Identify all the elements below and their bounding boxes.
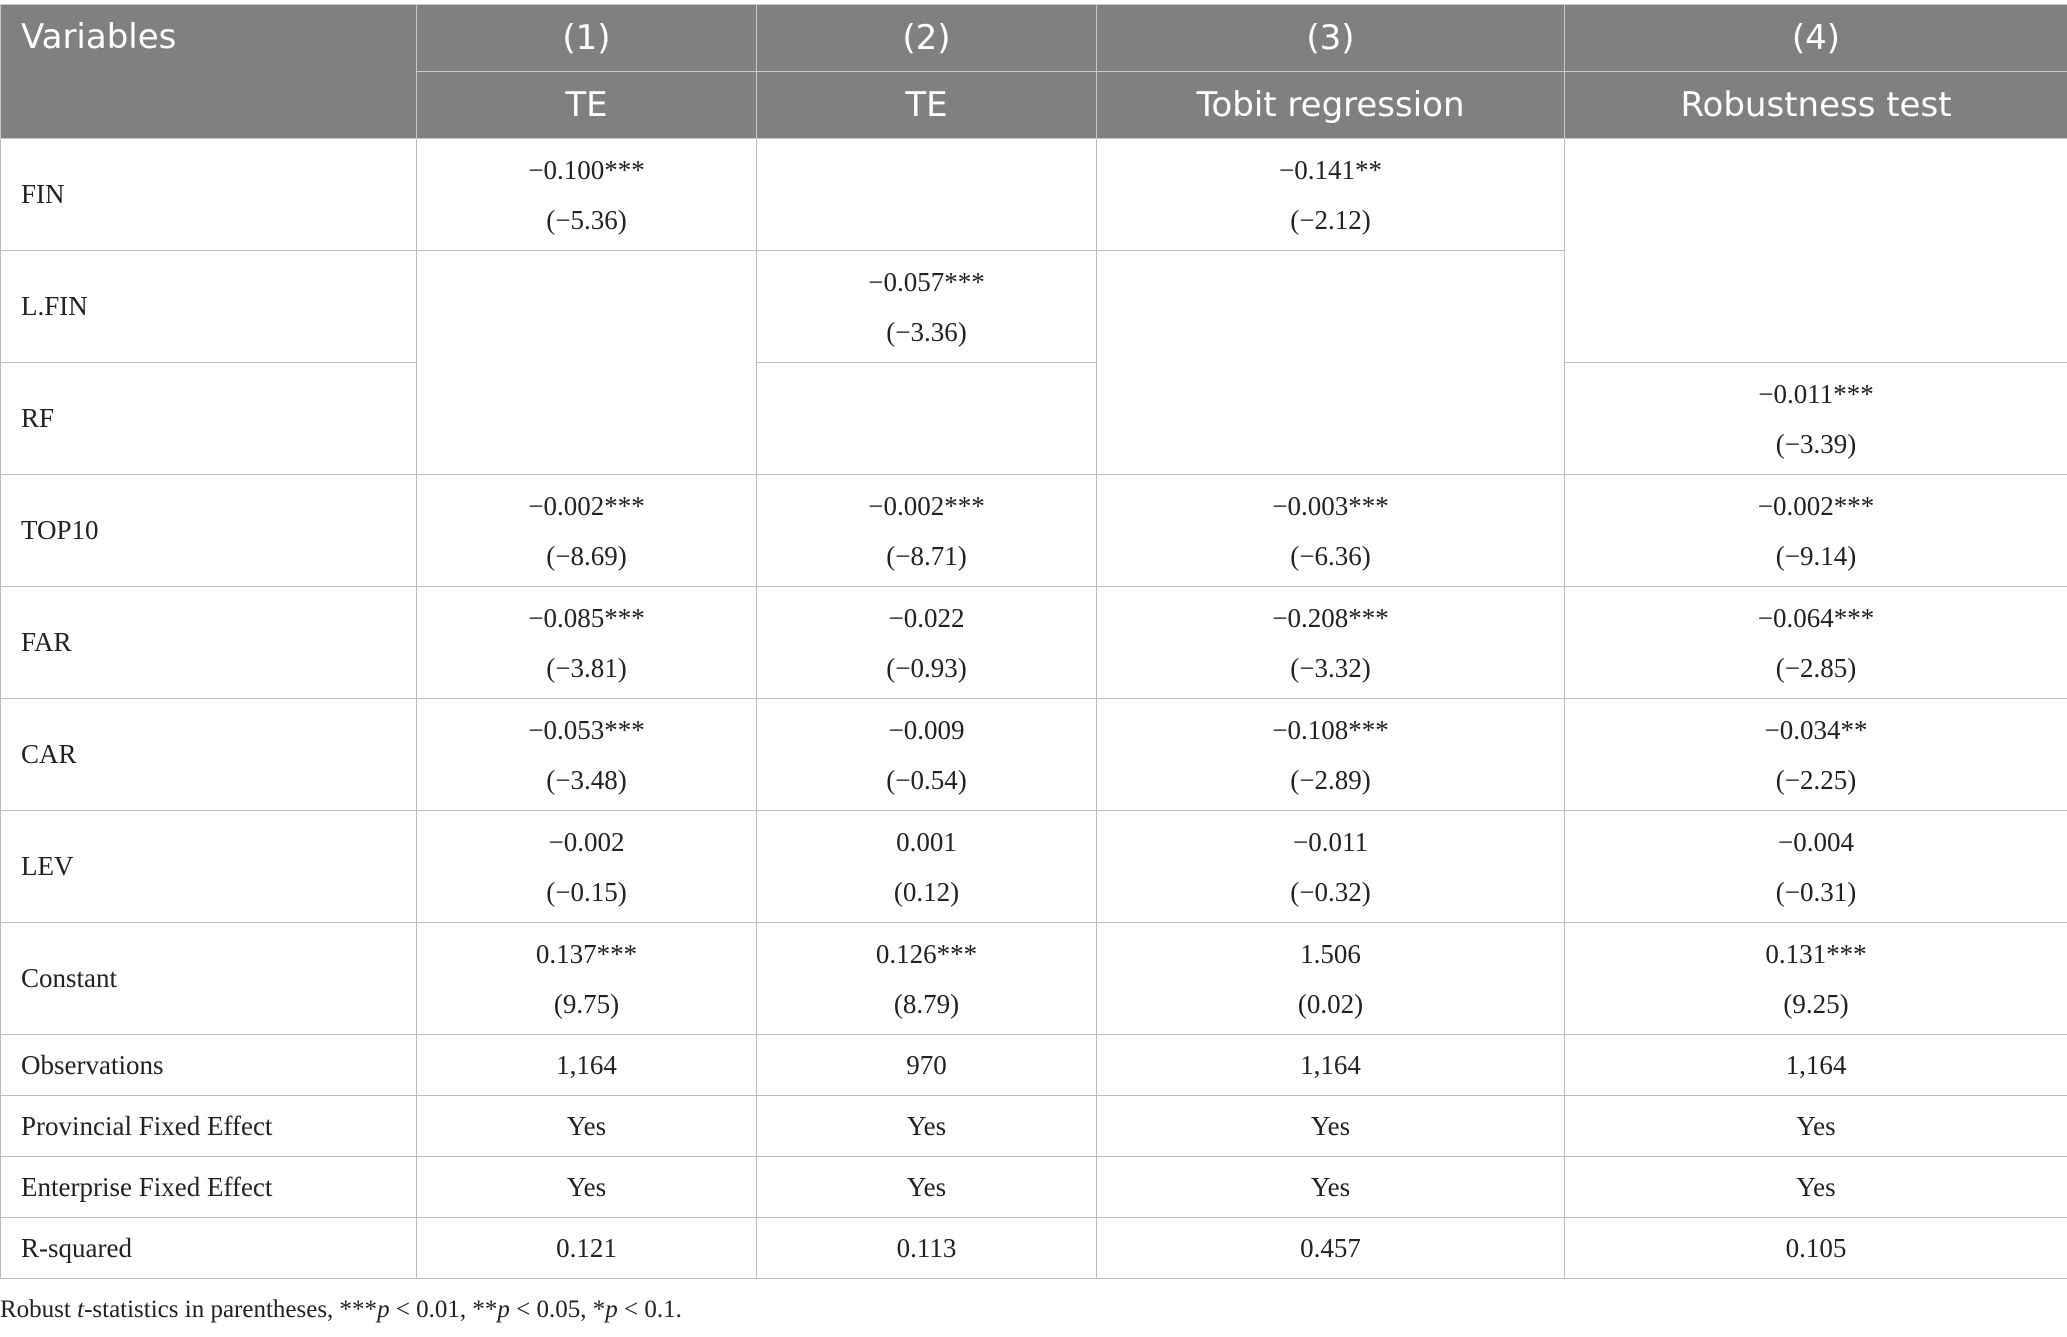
coefficient: −0.057*** <box>868 266 985 297</box>
t-statistic: (9.25) <box>1783 988 1849 1019</box>
t-statistic: (−0.54) <box>886 764 967 795</box>
cell: 970 <box>757 1035 1097 1096</box>
cell: Yes <box>1565 1096 2067 1157</box>
header-col-2-name: TE <box>757 72 1097 139</box>
cell-fin-col-3 <box>1097 139 1565 251</box>
table-row-r-squared <box>1 1218 2067 1279</box>
cell <box>1565 811 2067 923</box>
regression-table-container <box>0 4 2067 1279</box>
coefficient: −0.141** <box>1279 154 1382 185</box>
cell: Yes <box>1097 1096 1565 1157</box>
t-statistic: (−2.12) <box>1290 204 1371 235</box>
footnote-t-italic: t <box>77 1296 85 1323</box>
table-row-lev <box>1 811 2067 923</box>
t-statistic: (−9.14) <box>1775 540 1857 571</box>
cell <box>757 811 1097 923</box>
table-row-fin <box>1 139 2067 251</box>
cell <box>1565 587 2067 699</box>
cell: Yes <box>417 1157 757 1218</box>
table-row-rf <box>1 363 2067 475</box>
t-statistic: (−8.71) <box>886 540 967 571</box>
row-label: Provincial Fixed Effect <box>1 1096 417 1157</box>
row-label: RF <box>1 363 417 475</box>
coefficient: 0.137*** <box>535 938 638 969</box>
cell <box>417 811 757 923</box>
coefficient: −0.002*** <box>528 490 645 521</box>
cell <box>1565 475 2067 587</box>
table-row-provincial-fixed-effect <box>1 1096 2067 1157</box>
regression-table <box>0 4 2067 1279</box>
coefficient: −0.034** <box>1764 714 1868 745</box>
cell <box>1097 475 1565 587</box>
cell <box>757 587 1097 699</box>
footnote-text: -statistics in parentheses, *** <box>84 1296 378 1323</box>
coefficient: −0.053*** <box>528 714 645 745</box>
footnote-p-italic: p <box>605 1296 618 1323</box>
cell: 0.113 <box>757 1218 1097 1279</box>
cell: 0.457 <box>1097 1218 1565 1279</box>
cell-fin-col-2-empty <box>757 139 1097 251</box>
cell <box>417 475 757 587</box>
cell <box>1097 811 1565 923</box>
t-statistic: (9.75) <box>553 988 620 1019</box>
coefficient: 0.131*** <box>1765 938 1867 969</box>
row-label: Enterprise Fixed Effect <box>1 1157 417 1218</box>
header-col-3-num: (3) <box>1097 5 1565 72</box>
cell <box>1565 923 2067 1035</box>
cell: 1,164 <box>417 1035 757 1096</box>
row-label: CAR <box>1 699 417 811</box>
t-statistic: (−0.15) <box>546 876 627 907</box>
table-row-top10 <box>1 475 2067 587</box>
header-col-1-num: (1) <box>417 5 757 72</box>
coefficient: −0.003*** <box>1272 490 1389 521</box>
footnote-text: < 0.1. <box>617 1296 682 1323</box>
header-variables: Variables <box>1 5 417 139</box>
cell: 1,164 <box>1097 1035 1565 1096</box>
cell <box>1097 923 1565 1035</box>
t-statistic: (−0.32) <box>1290 876 1371 907</box>
cell: 0.121 <box>417 1218 757 1279</box>
footnote-p-italic: p <box>377 1296 390 1323</box>
coefficient: −0.085*** <box>528 602 645 633</box>
t-statistic: (−8.69) <box>546 540 627 571</box>
header-col-4-num: (4) <box>1565 5 2067 72</box>
t-statistic: (0.12) <box>893 876 960 907</box>
table-row-observations <box>1 1035 2067 1096</box>
coefficient: −0.064*** <box>1757 602 1875 633</box>
t-statistic: (−3.36) <box>886 316 967 347</box>
t-statistic: (−3.81) <box>546 652 627 683</box>
table-row-car <box>1 699 2067 811</box>
cell <box>417 699 757 811</box>
coefficient: 1.506 <box>1300 938 1361 969</box>
t-statistic: (−5.36) <box>546 204 627 235</box>
cell <box>1097 587 1565 699</box>
header-row-numbers <box>1 5 2067 72</box>
cell <box>757 699 1097 811</box>
row-label: Observations <box>1 1035 417 1096</box>
cell <box>1565 699 2067 811</box>
cell <box>757 923 1097 1035</box>
t-statistic: (0.02) <box>1297 988 1364 1019</box>
coefficient: −0.002 <box>548 826 625 857</box>
cell: 1,164 <box>1565 1035 2067 1096</box>
cell-rf-col-4 <box>1565 363 2067 475</box>
cell: Yes <box>757 1096 1097 1157</box>
row-label: L.FIN <box>1 251 417 363</box>
t-statistic: (−0.31) <box>1775 876 1857 907</box>
row-label: LEV <box>1 811 417 923</box>
cell-col-3-merged-empty <box>1097 251 1565 475</box>
header-col-2-num: (2) <box>757 5 1097 72</box>
cell <box>417 923 757 1035</box>
cell: 0.105 <box>1565 1218 2067 1279</box>
t-statistic: (−6.36) <box>1290 540 1371 571</box>
coefficient: −0.009 <box>888 714 965 745</box>
table-footnote <box>0 1296 682 1324</box>
row-label: R-squared <box>1 1218 417 1279</box>
table-row-far <box>1 587 2067 699</box>
header-col-1-name: TE <box>417 72 757 139</box>
coefficient: 0.126*** <box>875 938 978 969</box>
row-label: FAR <box>1 587 417 699</box>
row-label: TOP10 <box>1 475 417 587</box>
header-col-4-name: Robustness test <box>1565 72 2067 139</box>
cell <box>1097 699 1565 811</box>
t-statistic: (−2.25) <box>1775 764 1857 795</box>
cell <box>417 587 757 699</box>
coefficient: −0.004 <box>1778 826 1854 857</box>
cell-col-4-merged-empty <box>1565 139 2067 363</box>
coefficient: −0.002*** <box>868 490 985 521</box>
footnote-p-italic: p <box>497 1296 510 1323</box>
footnote-text: < 0.05, * <box>509 1296 606 1323</box>
row-label: Constant <box>1 923 417 1035</box>
t-statistic: (8.79) <box>893 988 960 1019</box>
coefficient: −0.100*** <box>528 154 645 185</box>
t-statistic: (−2.89) <box>1290 764 1371 795</box>
cell-fin-col-1 <box>417 139 757 251</box>
table-row-enterprise-fixed-effect <box>1 1157 2067 1218</box>
table-row-constant <box>1 923 2067 1035</box>
cell-col-1-merged-empty <box>417 251 757 475</box>
cell-lfin-col-2 <box>757 251 1097 363</box>
coefficient: −0.002*** <box>1757 490 1875 521</box>
coefficient: −0.022 <box>888 602 965 633</box>
cell: Yes <box>1097 1157 1565 1218</box>
cell: Yes <box>757 1157 1097 1218</box>
row-label: FIN <box>1 139 417 251</box>
coefficient: −0.011 <box>1293 826 1368 857</box>
t-statistic: (−2.85) <box>1775 652 1857 683</box>
footnote-text: < 0.01, ** <box>389 1296 498 1323</box>
t-statistic: (−3.48) <box>546 764 627 795</box>
t-statistic: (−3.39) <box>1775 428 1857 459</box>
coefficient: −0.108*** <box>1272 714 1389 745</box>
cell-rf-col-2-empty <box>757 363 1097 475</box>
t-statistic: (−3.32) <box>1290 652 1371 683</box>
cell: Yes <box>1565 1157 2067 1218</box>
footnote-text: Robust <box>0 1296 78 1323</box>
header-col-3-name: Tobit regression <box>1097 72 1565 139</box>
t-statistic: (−0.93) <box>886 652 967 683</box>
cell <box>757 475 1097 587</box>
coefficient: −0.208*** <box>1272 602 1389 633</box>
coefficient: −0.011*** <box>1758 378 1874 409</box>
cell: Yes <box>417 1096 757 1157</box>
coefficient: 0.001 <box>896 826 957 857</box>
